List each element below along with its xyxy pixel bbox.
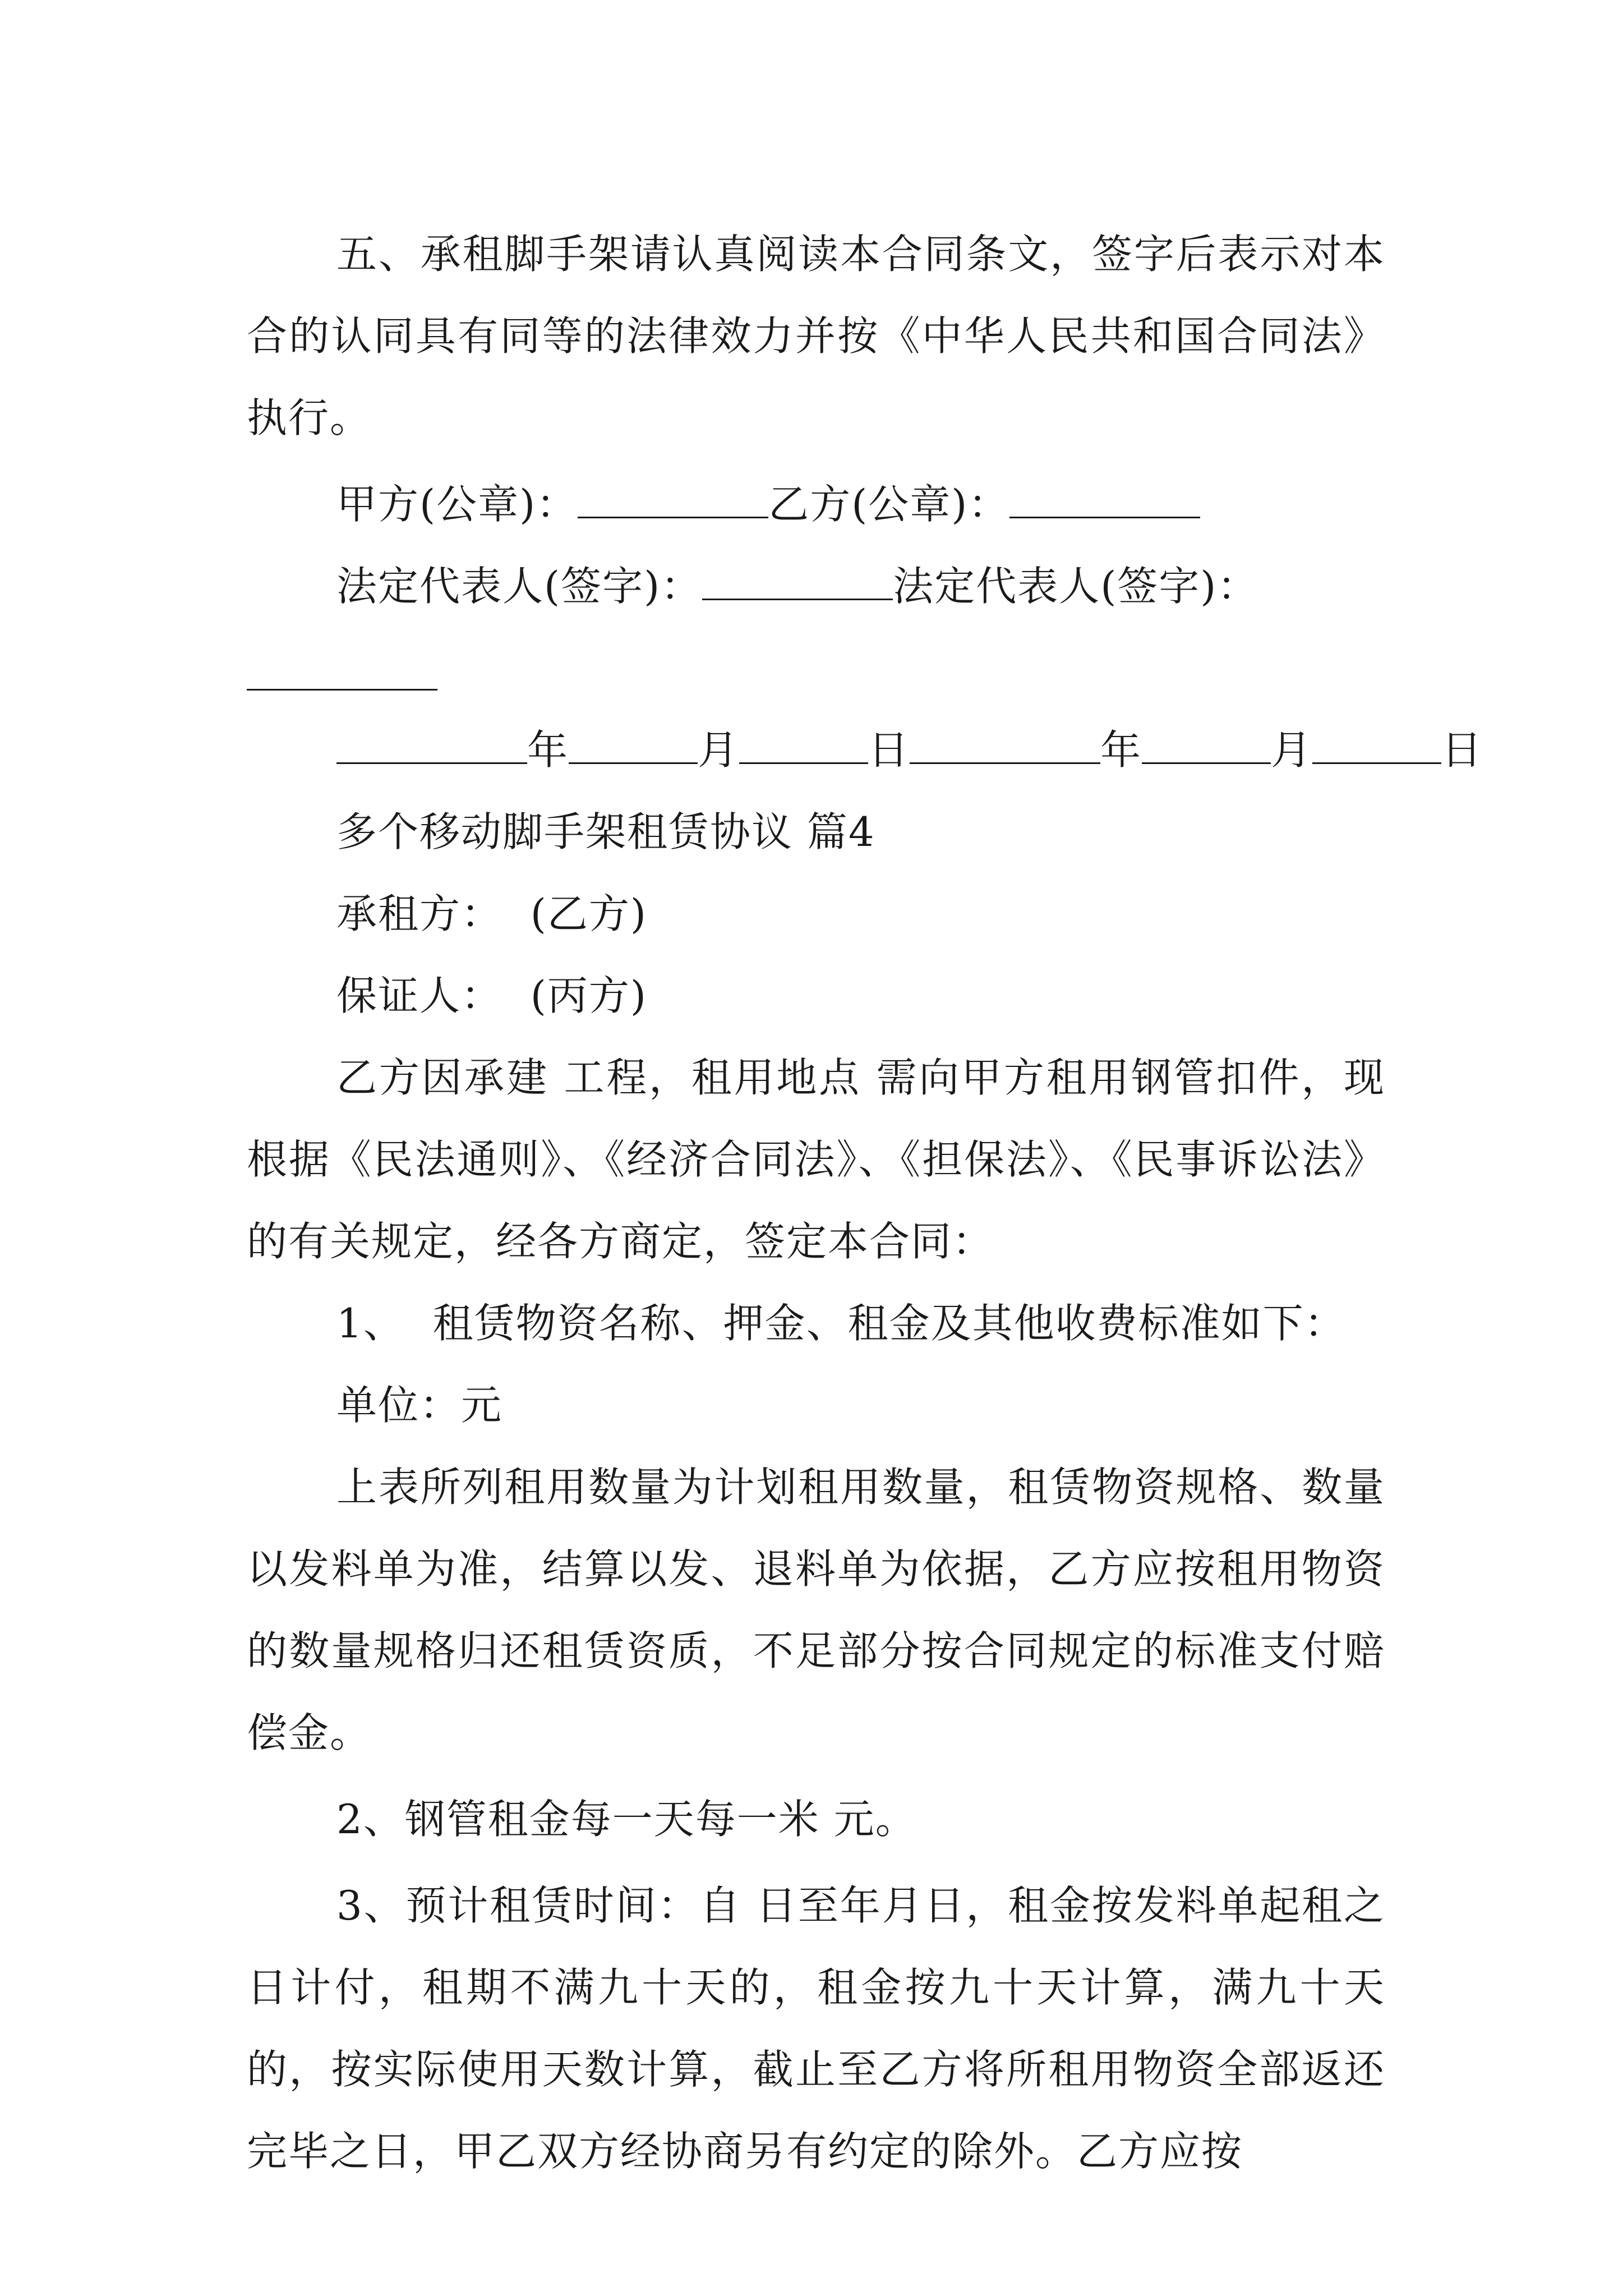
date-a-month-blank <box>569 729 698 764</box>
agreement-title: 多个移动脚手架租赁协议 篇4 <box>336 808 875 855</box>
guarantor-line: 保证人： (丙方) <box>336 972 647 1019</box>
legal-rep-b-blank <box>247 655 437 691</box>
date-line <box>247 709 1483 791</box>
legal-rep-line <box>247 545 1385 627</box>
date-b-month-label: 月 <box>1271 726 1313 774</box>
date-a-month-label: 月 <box>698 726 740 774</box>
clause-1: 1、 租赁物资名称、押金、租金及其他收费标准如下： <box>336 1300 1346 1347</box>
party-b-seal-blank <box>1009 483 1200 518</box>
unit-line: 单位：元 <box>336 1382 503 1429</box>
party-a-seal-label: 甲方(公章)： <box>336 481 578 528</box>
clause-3: 3、预计租赁时间：自 日至年月日，租金按发料单起租之日计付，租期不满九十天的，租金按九十天计算，满九十天的，按实际使用天数计算，截止至乙方将所租用物资全部返还完毕之日，甲乙双方经协商另有约定的除外。乙方应按 <box>247 1882 1385 2175</box>
legal-rep-b-label: 法定代表人(签字)： <box>893 563 1259 610</box>
date-a-year-label: 年 <box>527 726 569 774</box>
date-b-year-blank <box>910 729 1100 764</box>
clause-2: 2、钢管租金每一天每一米 元。 <box>336 1796 917 1843</box>
date-b-month-blank <box>1142 729 1271 764</box>
date-b-year-label: 年 <box>1100 726 1142 774</box>
date-b-day-blank <box>1312 729 1441 764</box>
party-a-seal-blank <box>578 483 768 518</box>
date-b-day-label: 日 <box>1441 726 1483 774</box>
date-a-year-blank <box>336 729 527 764</box>
legal-rep-a-blank <box>702 565 893 600</box>
intro-paragraph: 乙方因承建 工程，租用地点 需向甲方租用钢管扣件，现根据《民法通则》、《经济合同法》、《担保法》、《民事诉讼法》的有关规定，经各方商定，签定本合同： <box>247 1054 1385 1265</box>
section-5-paragraph: 五、承租脚手架请认真阅读本合同条文，签字后表示对本合的认同具有同等的法律效力并按《中华人民共和国合同法》执行。 <box>247 231 1385 441</box>
date-a-day-blank <box>739 729 868 764</box>
document-page <box>247 213 1483 2192</box>
table-note-paragraph: 上表所列租用数量为计划租用数量，租赁物资规格、数量以发料单为准，结算以发、退料单为依据，乙方应按租用物资的数量规格归还租赁资质，不足部分按合同规定的标准支付赔偿金。 <box>247 1464 1385 1756</box>
date-a-day-label: 日 <box>868 726 910 774</box>
legal-rep-a-label: 法定代表人(签字)： <box>336 563 703 610</box>
party-b-seal-label: 乙方(公章)： <box>768 481 1010 528</box>
legal-rep-b-blank-row <box>247 627 1385 709</box>
seal-line <box>247 463 1385 545</box>
lessee-line: 承租方： (乙方) <box>336 890 647 937</box>
